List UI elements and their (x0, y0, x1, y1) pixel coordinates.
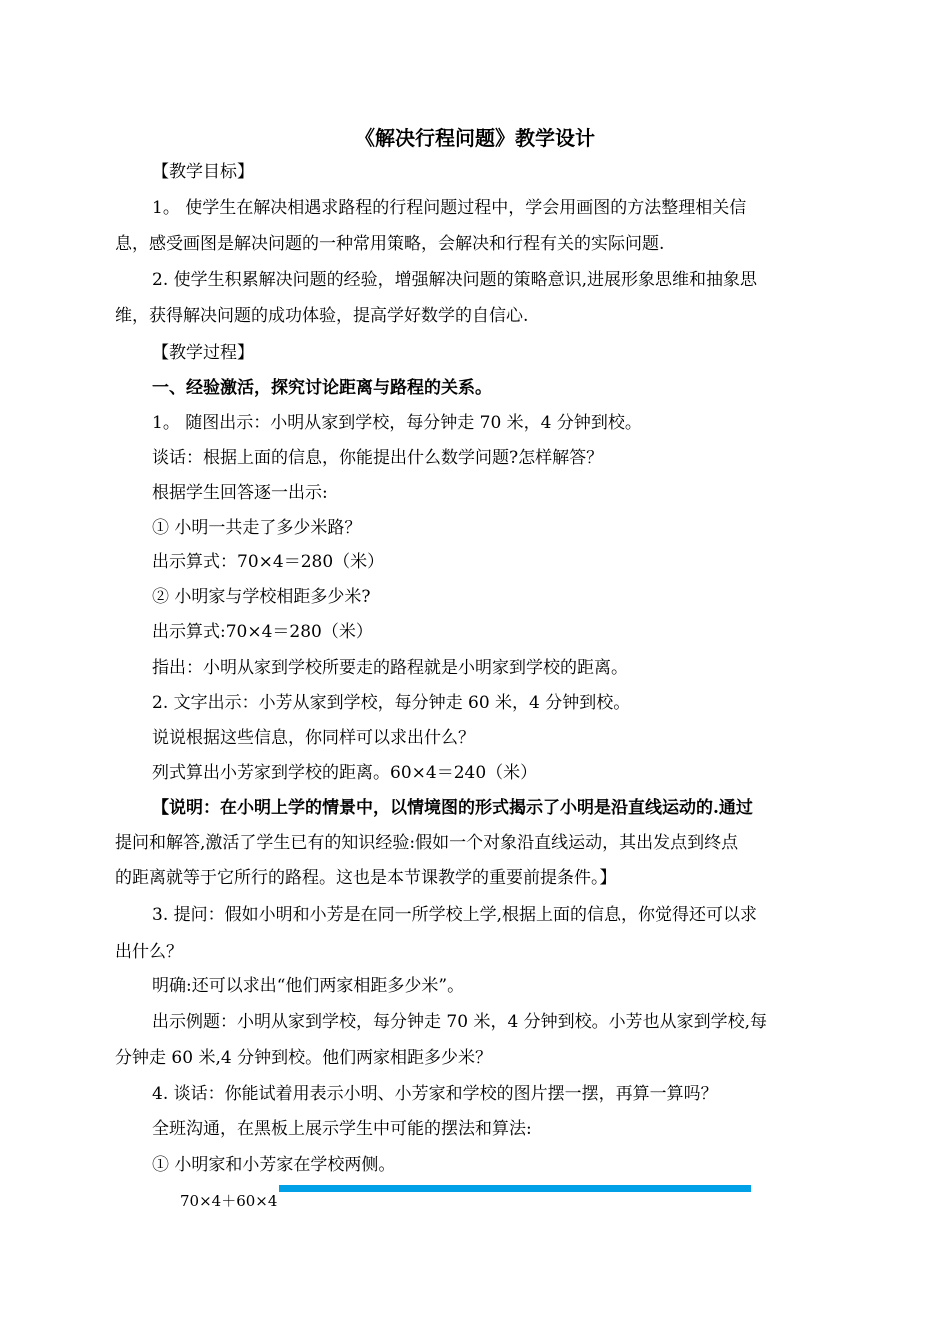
paragraph: 出示例题：小明从家到学校，每分钟走 70 米，4 分钟到校。小芳也从家到学校,每 (152, 1012, 768, 1032)
formula: 70×4＋60×4 (180, 1192, 278, 1210)
paragraph: ② 小明家与学校相距多少米? (152, 587, 371, 607)
paragraph: 根据学生回答逐一出示: (152, 483, 328, 503)
paragraph: 出示算式：70×4＝280（米） (152, 552, 385, 572)
paragraph: 出什么？ (115, 942, 183, 962)
goal-2-line-2: 维，获得解决问题的成功体验，提高学好数学的自信心. (115, 306, 529, 326)
paragraph: 3. 提问：假如小明和小芳是在同一所学校上学,根据上面的信息，你觉得还可以求 (152, 905, 758, 925)
paragraph: 1。 随图出示：小明从家到学校，每分钟走 70 米，4 分钟到校。 (152, 413, 642, 433)
note-line-3: 的距离就等于它所行的路程。这也是本节课教学的重要前提条件。】 (115, 868, 617, 888)
heading-goals: 【教学目标】 (152, 162, 254, 182)
section-1-heading: 一、经验激活，探究讨论距离与路程的关系。 (152, 378, 492, 398)
paragraph: 明确:还可以求出“他们两家相距多少米”。 (152, 976, 465, 996)
paragraph: ① 小明家和小芳家在学校两侧。 (152, 1155, 396, 1175)
paragraph: 指出：小明从家到学校所要走的路程就是小明家到学校的距离。 (152, 658, 628, 678)
paragraph: 列式算出小芳家到学校的距离。60×4＝240（米） (152, 763, 538, 783)
diagram-line (279, 1185, 751, 1192)
paragraph: 出示算式:70×4＝280（米） (152, 622, 373, 642)
paragraph: 说说根据这些信息，你同样可以求出什么？ (152, 728, 475, 748)
paragraph: 谈话：根据上面的信息，你能提出什么数学问题?怎样解答？ (152, 448, 604, 468)
goal-1-line-1: 1。 使学生在解决相遇求路程的行程问题过程中，学会用画图的方法整理相关信 (152, 198, 747, 218)
paragraph: 全班沟通，在黑板上展示学生中可能的摆法和算法: (152, 1119, 532, 1139)
heading-process: 【教学过程】 (152, 343, 254, 363)
note-line-1: 【说明：在小明上学的情景中，以情境图的形式揭示了小明是沿直线运动的.通过 (152, 798, 753, 818)
note-line-2: 提问和解答,激活了学生已有的知识经验:假如一个对象沿直线运动，其出发点到终点 (115, 833, 739, 853)
paragraph: 2. 文字出示：小芳从家到学校，每分钟走 60 米，4 分钟到校。 (152, 693, 631, 713)
document-title: 《解决行程问题》教学设计 (355, 126, 595, 150)
paragraph: 4. 谈话：你能试着用表示小明、小芳家和学校的图片摆一摆，再算一算吗？ (152, 1084, 718, 1104)
paragraph: ① 小明一共走了多少米路？ (152, 518, 362, 538)
paragraph: 分钟走 60 米,4 分钟到校。他们两家相距多少米？ (115, 1048, 493, 1068)
goal-2-line-1: 2. 使学生积累解决问题的经验，增强解决问题的策略意识,进展形象思维和抽象思 (152, 270, 758, 290)
goal-1-line-2: 息，感受画图是解决问题的一种常用策略，会解决和行程有关的实际问题. (115, 234, 665, 254)
